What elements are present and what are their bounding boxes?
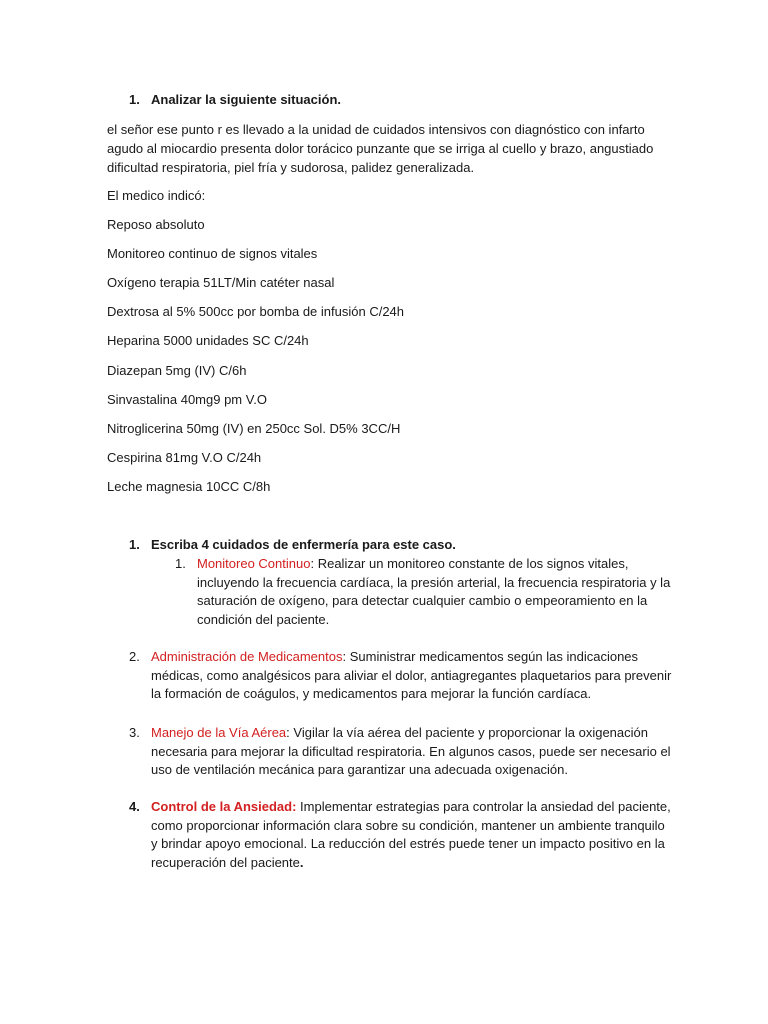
case-text-line: el señor ese punto r es llevado a la unidad de cuidados intensivos con diagnóstico con infarto	[107, 122, 645, 137]
order-item: Nitroglicerina 50mg (IV) en 250cc Sol. D5% 3CC/H	[107, 421, 401, 436]
care-item-first-line	[197, 555, 670, 574]
order-item: Reposo absoluto	[107, 217, 205, 232]
care-item-first-line	[151, 724, 671, 743]
orders-intro: El medico indicó:	[107, 188, 206, 203]
care-item-end-period: .	[299, 854, 304, 870]
section-title: Escriba 4 cuidados de enfermería para este caso.	[151, 537, 456, 552]
care-item-sep: :	[342, 649, 347, 664]
care-item-number: 4.	[129, 799, 140, 814]
care-item-title: Administración de Medicamentos	[151, 649, 343, 664]
order-item: Leche magnesia 10CC C/8h	[107, 479, 271, 494]
care-item-first-line	[151, 798, 671, 817]
order-item: Dextrosa al 5% 500cc por bomba de infusión C/24h	[107, 304, 405, 319]
care-item-number: 1.	[175, 556, 186, 571]
care-item-text: médicas, como analgésicos para aliviar el dolor, antiagregantes plaquetarios para prevenir	[151, 667, 672, 683]
care-item-title: Manejo de la Vía Aérea	[151, 725, 287, 740]
care-item-text: Implementar estrategias para controlar la ansiedad del paciente,	[296, 799, 671, 814]
care-item-number: 2.	[129, 649, 140, 664]
care-item-text: uso de ventilación mecánica para garantizar una adecuada oxigenación.	[151, 762, 569, 777]
section-number: 1.	[129, 537, 140, 552]
order-item: Heparina 5000 unidades SC C/24h	[107, 333, 309, 348]
care-item-text: condición del paciente.	[197, 611, 330, 627]
care-item-sep: :	[286, 725, 290, 740]
section-heading-cuidados	[129, 536, 456, 555]
care-item-sep: :	[310, 556, 315, 571]
care-item-text: y brindar apoyo emocional. La reducción del estrés puede tener un impacto positivo en la	[151, 836, 665, 851]
order-item: Oxígeno terapia 51LT/Min catéter nasal	[107, 275, 335, 290]
care-item-text: necesaria para mejorar la dificultad respiratoria. En algunos casos, puede ser necesario el	[151, 743, 671, 759]
care-item-first-line	[151, 648, 671, 667]
care-item-text: recuperación del paciente	[151, 854, 300, 870]
section-number: 1.	[129, 92, 140, 107]
care-item-number: 3.	[129, 725, 140, 740]
care-item-title: Monitoreo Continuo	[197, 556, 311, 571]
care-item-text: Realizar un monitoreo constante de los signos vitales,	[314, 556, 629, 571]
care-item-text: la formación de coágulos, y medicamentos para mejorar la función cardíaca.	[151, 686, 592, 701]
order-item: Cespirina 81mg V.O C/24h	[107, 450, 262, 465]
care-item-text: incluyendo la frecuencia cardíaca, la presión arterial, la frecuencia respiratoria y la	[197, 574, 671, 590]
care-item-text: como proporcionar información clara sobre su condición, mantener un ambiente tranquilo	[151, 817, 665, 833]
section-title: Analizar la siguiente situación.	[151, 92, 341, 107]
section-heading-analizar	[129, 91, 341, 110]
order-item: Sinvastalina 40mg9 pm V.O	[107, 392, 267, 407]
case-text-line: dificultad respiratoria, piel fría y sudorosa, palidez generalizada.	[107, 160, 475, 175]
case-text-line: agudo al miocardio presenta dolor torácico punzante que se irriga al cuello y brazo, angustiado	[107, 141, 654, 156]
order-item: Monitoreo continuo de signos vitales	[107, 246, 318, 261]
care-item-text: Vigilar la vía aérea del paciente y proporcionar la oxigenación	[289, 725, 648, 740]
order-item: Diazepan 5mg (IV) C/6h	[107, 363, 247, 378]
care-item-last-line	[151, 854, 671, 873]
care-item-text: Suministrar medicamentos según las indicaciones	[346, 649, 639, 664]
care-item-title: Control de la Ansiedad:	[151, 799, 297, 814]
care-item-text: saturación de oxígeno, para detectar cualquier cambio o empeoramiento en la	[197, 593, 648, 608]
